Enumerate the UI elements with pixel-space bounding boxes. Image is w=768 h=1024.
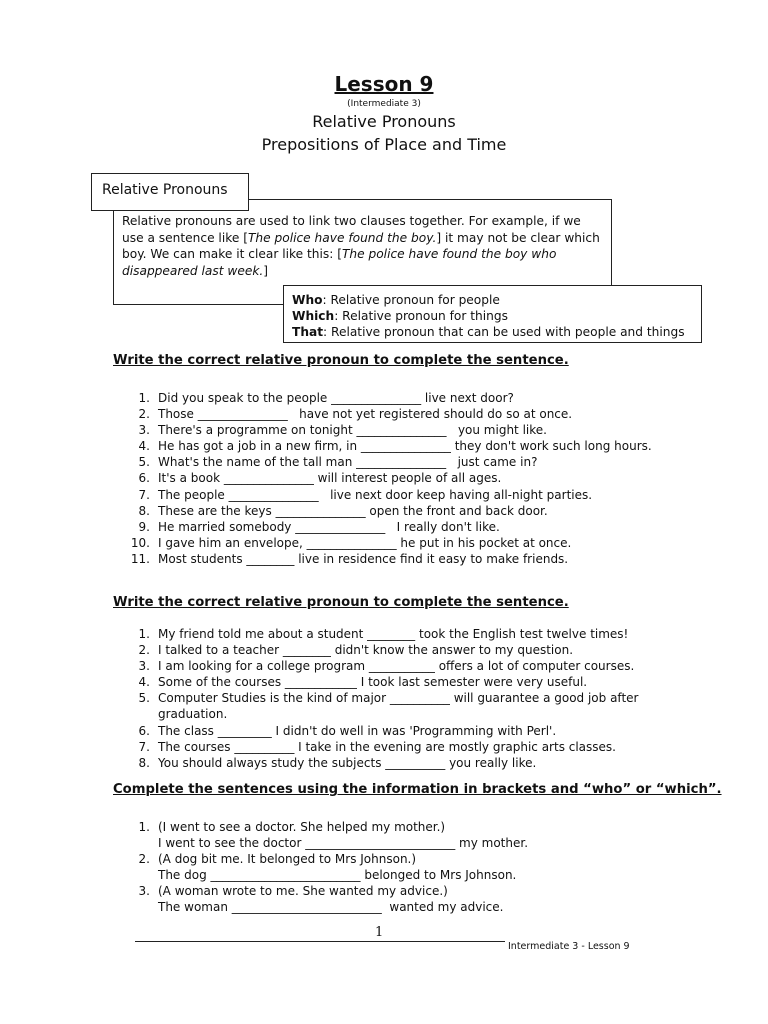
item-number: 1. (138, 391, 150, 405)
relative-pronouns-tab (91, 173, 249, 211)
item-text: There's a programme on tonight _______________ you might like. (158, 423, 547, 438)
item-number: 6. (138, 471, 150, 486)
item-number: 5. (138, 455, 150, 470)
item-number: 7. (138, 739, 150, 754)
item-number: 3. (138, 423, 150, 438)
item-text: (A dog bit me. It belonged to Mrs Johnson.) The dog _________________________ belonged to Mrs Johnson. (158, 852, 517, 883)
item-number: 1. (138, 627, 150, 641)
section-3-heading: Complete the sentences using the information in brackets and “who” or “which”. (113, 782, 722, 797)
definitions-box (283, 285, 702, 343)
lesson-title: Lesson 9 (334, 72, 434, 96)
item-text: I gave him an envelope, _______________ he put in his pocket at once. (158, 535, 572, 550)
list-item (113, 487, 653, 503)
list-item (113, 503, 653, 519)
item-number: 8. (138, 755, 150, 770)
definition-which (292, 308, 701, 324)
item-text: Did you speak to the people _______________ live next door? (158, 391, 514, 405)
item-number: 4. (138, 439, 150, 454)
list-item (113, 642, 653, 658)
item-number: 11. (130, 551, 150, 566)
footer-divider (135, 941, 505, 942)
definition-who (292, 292, 701, 308)
item-number: 9. (138, 519, 150, 534)
topic-relative-pronouns: Relative Pronouns (312, 112, 456, 131)
item-text: I talked to a teacher ________ didn't know the answer to my question. (158, 643, 574, 658)
item-text: (I went to see a doctor. She helped my mother.) I went to see the doctor _________________________ my mother. (158, 820, 529, 851)
item-number: 2. (138, 643, 150, 658)
section-1-heading: Write the correct relative pronoun to complete the sentence. (113, 353, 569, 368)
list-item (113, 626, 653, 642)
item-text: The people _______________ live next door keep having all-night parties. (158, 487, 593, 502)
explanation-part-2: ] it may not be clear which boy. We can make it clear like this: [ (122, 230, 600, 261)
list-item (113, 438, 653, 454)
list-item (113, 883, 653, 915)
definition-term: That (292, 325, 324, 339)
item-number: 4. (138, 675, 150, 690)
item-text: Computer Studies is the kind of major __________ will guarantee a good job after graduation. (158, 691, 643, 722)
item-text: Some of the courses ____________ I took last semester were very useful. (158, 675, 588, 690)
item-text: He has got a job in a new firm, in _______________ they don't work such long hours. (158, 439, 652, 454)
page-number: 1 (375, 925, 384, 940)
lesson-level: (Intermediate 3) (347, 99, 421, 109)
item-number: 3. (138, 659, 150, 674)
item-text: It's a book _______________ will interest people of all ages. (158, 471, 502, 486)
list-item (113, 723, 653, 739)
item-number: 7. (138, 487, 150, 502)
item-text: I am looking for a college program ___________ offers a lot of computer courses. (158, 659, 635, 674)
list-item (113, 535, 653, 551)
list-item (113, 658, 653, 674)
list-item (113, 851, 653, 883)
definition-term: Who (292, 293, 323, 307)
relative-pronouns-tab-label: Relative Pronouns (102, 182, 228, 198)
topic-prepositions: Prepositions of Place and Time (261, 135, 507, 154)
list-item (113, 739, 653, 755)
list-item (113, 551, 653, 567)
item-text: What's the name of the tall man _______________ just came in? (158, 455, 538, 470)
example-sentence-1: The police have found the boy. (247, 230, 437, 245)
item-text: My friend told me about a student ________ took the English test twelve times! (158, 627, 629, 641)
definition-term: Which (292, 309, 335, 323)
list-item (113, 454, 653, 470)
section-2-heading: Write the correct relative pronoun to complete the sentence. (113, 595, 569, 610)
list-item (113, 470, 653, 486)
list-item (113, 422, 653, 438)
item-text: Most students ________ live in residence find it easy to make friends. (158, 551, 569, 566)
list-item (113, 390, 653, 406)
section-3-exercise-list (113, 819, 653, 916)
list-item (113, 519, 653, 535)
item-number: 6. (138, 723, 150, 738)
definition-text: : Relative pronoun for people (322, 293, 500, 307)
item-text: The class _________ I didn't do well in was 'Programming with Perl'. (158, 723, 557, 738)
explanation-part-3: ] (263, 263, 269, 278)
item-number: 5. (138, 691, 150, 706)
item-number: 3. (138, 884, 150, 899)
item-text: (A woman wrote to me. She wanted my advice.) The woman _________________________ wanted my advice. (158, 884, 504, 915)
item-text: The courses __________ I take in the evening are mostly graphic arts classes. (158, 739, 616, 754)
item-text: These are the keys _______________ open the front and back door. (158, 503, 548, 518)
item-number: 1. (138, 820, 150, 834)
list-item (113, 819, 653, 851)
item-number: 10. (130, 535, 150, 550)
item-text: You should always study the subjects __________ you really like. (158, 755, 537, 770)
section-1-exercise-list (113, 390, 653, 567)
explanation-part-1: Relative pronouns are used to link two clauses together. For example, if we use a sentence like [ (122, 214, 581, 245)
item-text: He married somebody _______________ I really don't like. (158, 519, 500, 534)
definition-text: : Relative pronoun that can be used with people and things (323, 325, 685, 339)
item-number: 2. (138, 852, 150, 867)
list-item (113, 406, 653, 422)
list-item (113, 674, 653, 690)
section-2-exercise-list (113, 626, 653, 771)
definition-text: : Relative pronoun for things (334, 309, 508, 323)
example-sentence-2: The police have found the boy who disappeared last week. (122, 247, 557, 278)
item-number: 8. (138, 503, 150, 518)
footer-text: Intermediate 3 - Lesson 9 (508, 941, 630, 952)
item-number: 2. (138, 407, 150, 422)
explanation-text (122, 213, 603, 279)
list-item (113, 755, 653, 771)
list-item (113, 690, 653, 722)
item-text: Those _______________ have not yet registered should do so at once. (158, 407, 573, 422)
definition-that (292, 324, 701, 340)
